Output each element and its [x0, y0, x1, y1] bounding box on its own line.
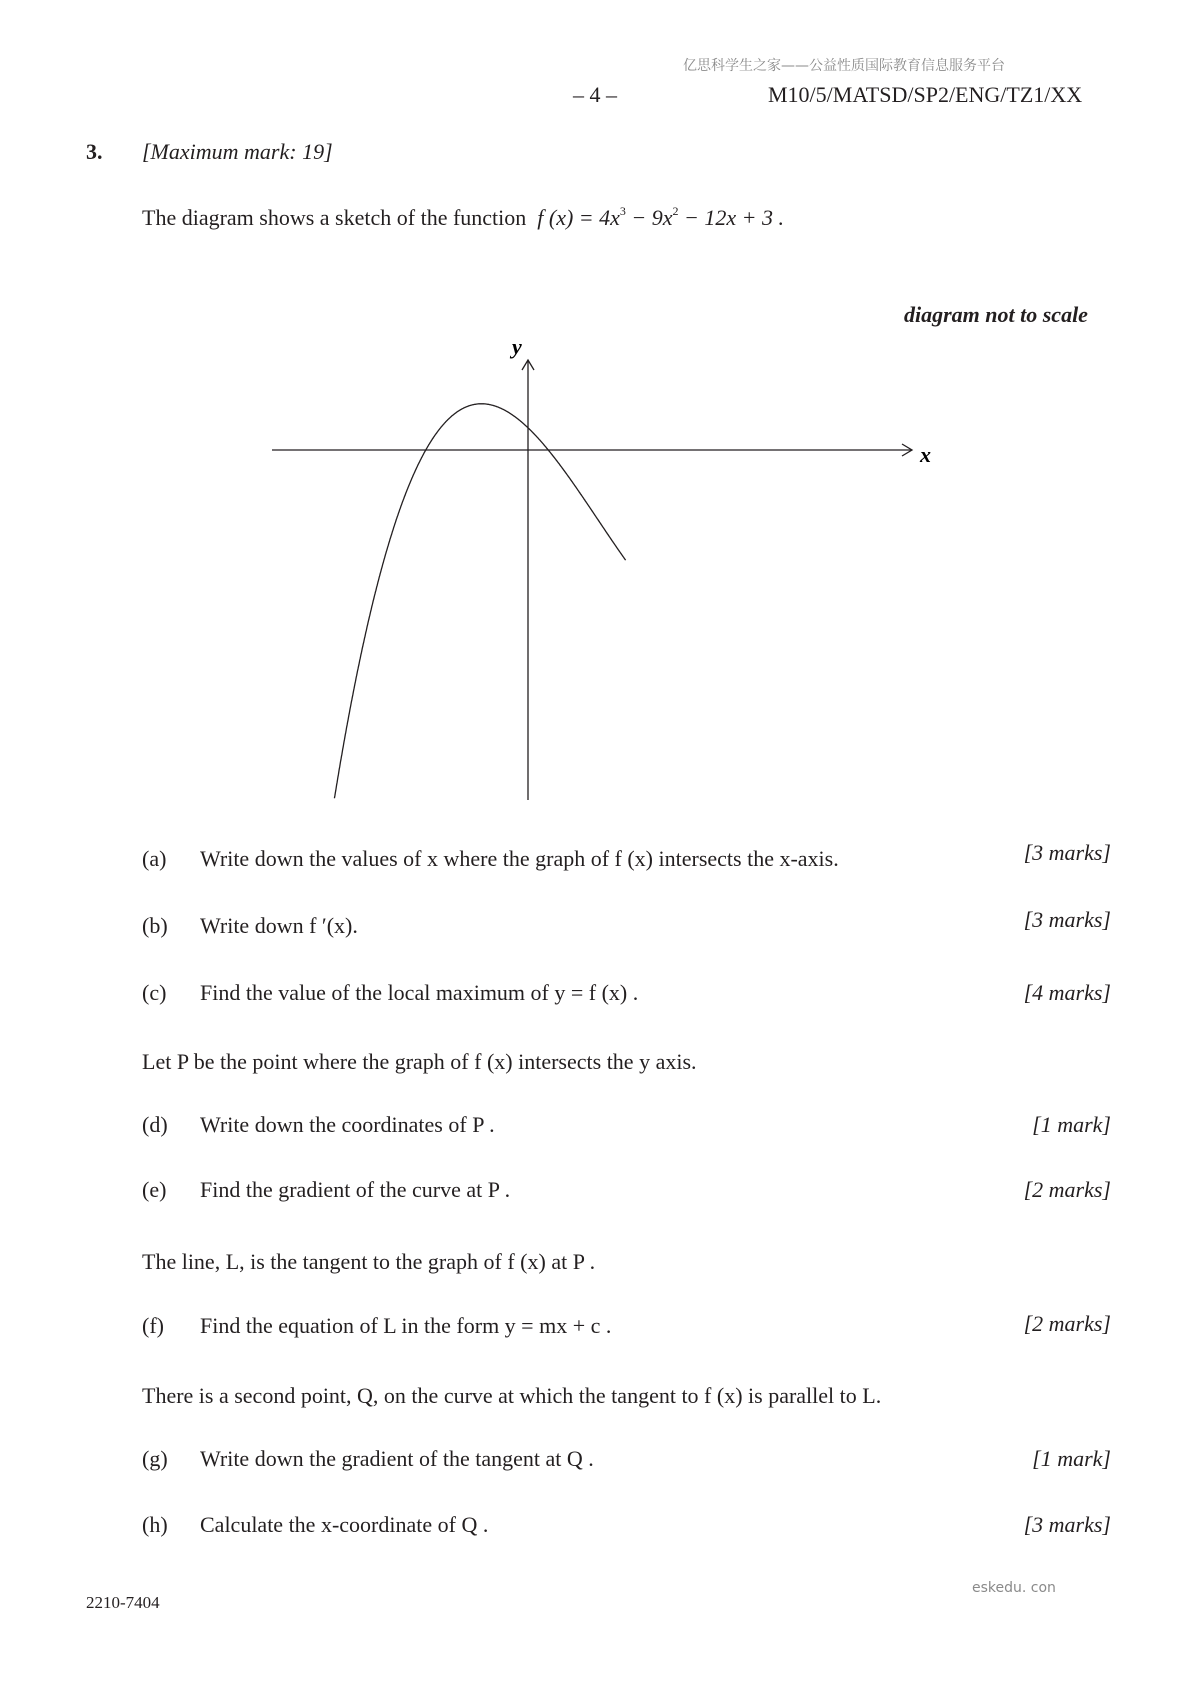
part-e-label: (e)	[142, 1177, 167, 1202]
part-d-label: (d)	[142, 1112, 168, 1137]
intro-text: The diagram shows a sketch of the function	[142, 205, 527, 230]
x-axis-label: x	[920, 442, 931, 467]
part-a-text: Write down the values of x where the graph of f (x) intersects the x-axis.	[200, 846, 839, 871]
statement-q: There is a second point, Q, on the curve at which the tangent to f (x) is parallel to L.	[142, 1383, 882, 1408]
part-g-marks: [1 mark]	[1032, 1446, 1111, 1471]
function-exp1: 3	[619, 204, 626, 218]
page-number: – 4 –	[573, 82, 617, 107]
part-e-text: Find the gradient of the curve at P .	[200, 1177, 511, 1202]
part-h-text: Calculate the x-coordinate of Q .	[200, 1512, 489, 1537]
part-c-marks: [4 marks]	[1023, 980, 1111, 1005]
function-exp2: 2	[672, 204, 679, 218]
function-rhs: − 12x + 3 .	[678, 205, 785, 230]
footer-code: 2210-7404	[86, 1593, 160, 1612]
part-a-marks: [3 marks]	[1023, 840, 1111, 865]
part-h-label: (h)	[142, 1512, 168, 1537]
part-e-marks: [2 marks]	[1023, 1177, 1111, 1202]
paper-code: M10/5/MATSD/SP2/ENG/TZ1/XX	[768, 82, 1083, 107]
part-f-marks: [2 marks]	[1023, 1311, 1111, 1336]
function-mid: − 9x	[625, 205, 673, 230]
part-g-text: Write down the gradient of the tangent at Q .	[200, 1446, 594, 1471]
cubic-curve	[334, 404, 625, 799]
part-b-marks: [3 marks]	[1023, 907, 1111, 932]
part-d-marks: [1 mark]	[1032, 1112, 1111, 1137]
part-c-label: (c)	[142, 980, 167, 1005]
watermark-bottom: eskedu. con	[972, 1580, 1056, 1596]
part-g-label: (g)	[142, 1446, 168, 1471]
part-f-label: (f)	[142, 1313, 164, 1338]
part-c-text: Find the value of the local maximum of y = f (x) .	[200, 980, 639, 1005]
maximum-mark: [Maximum mark: 19]	[142, 139, 333, 164]
part-d-text: Write down the coordinates of P .	[200, 1112, 495, 1137]
statement-l: The line, L, is the tangent to the graph of f (x) at P .	[142, 1249, 596, 1274]
part-h-marks: [3 marks]	[1023, 1512, 1111, 1537]
diagram-note: diagram not to scale	[904, 302, 1088, 327]
part-f-text: Find the equation of L in the form y = mx + c .	[200, 1313, 612, 1338]
y-axis-label: y	[512, 334, 522, 359]
question-number: 3.	[86, 139, 103, 164]
statement-p: Let P be the point where the graph of f (x) intersects the y axis.	[142, 1049, 697, 1074]
part-b-text: Write down f ′(x).	[200, 913, 358, 938]
part-b-label: (b)	[142, 913, 168, 938]
watermark-top: 亿思科学生之家——公益性质国际教育信息服务平台	[683, 58, 1005, 74]
part-a-label: (a)	[142, 846, 167, 871]
function-sketch	[0, 0, 1191, 820]
function-lhs: f (x) = 4x	[537, 205, 620, 230]
